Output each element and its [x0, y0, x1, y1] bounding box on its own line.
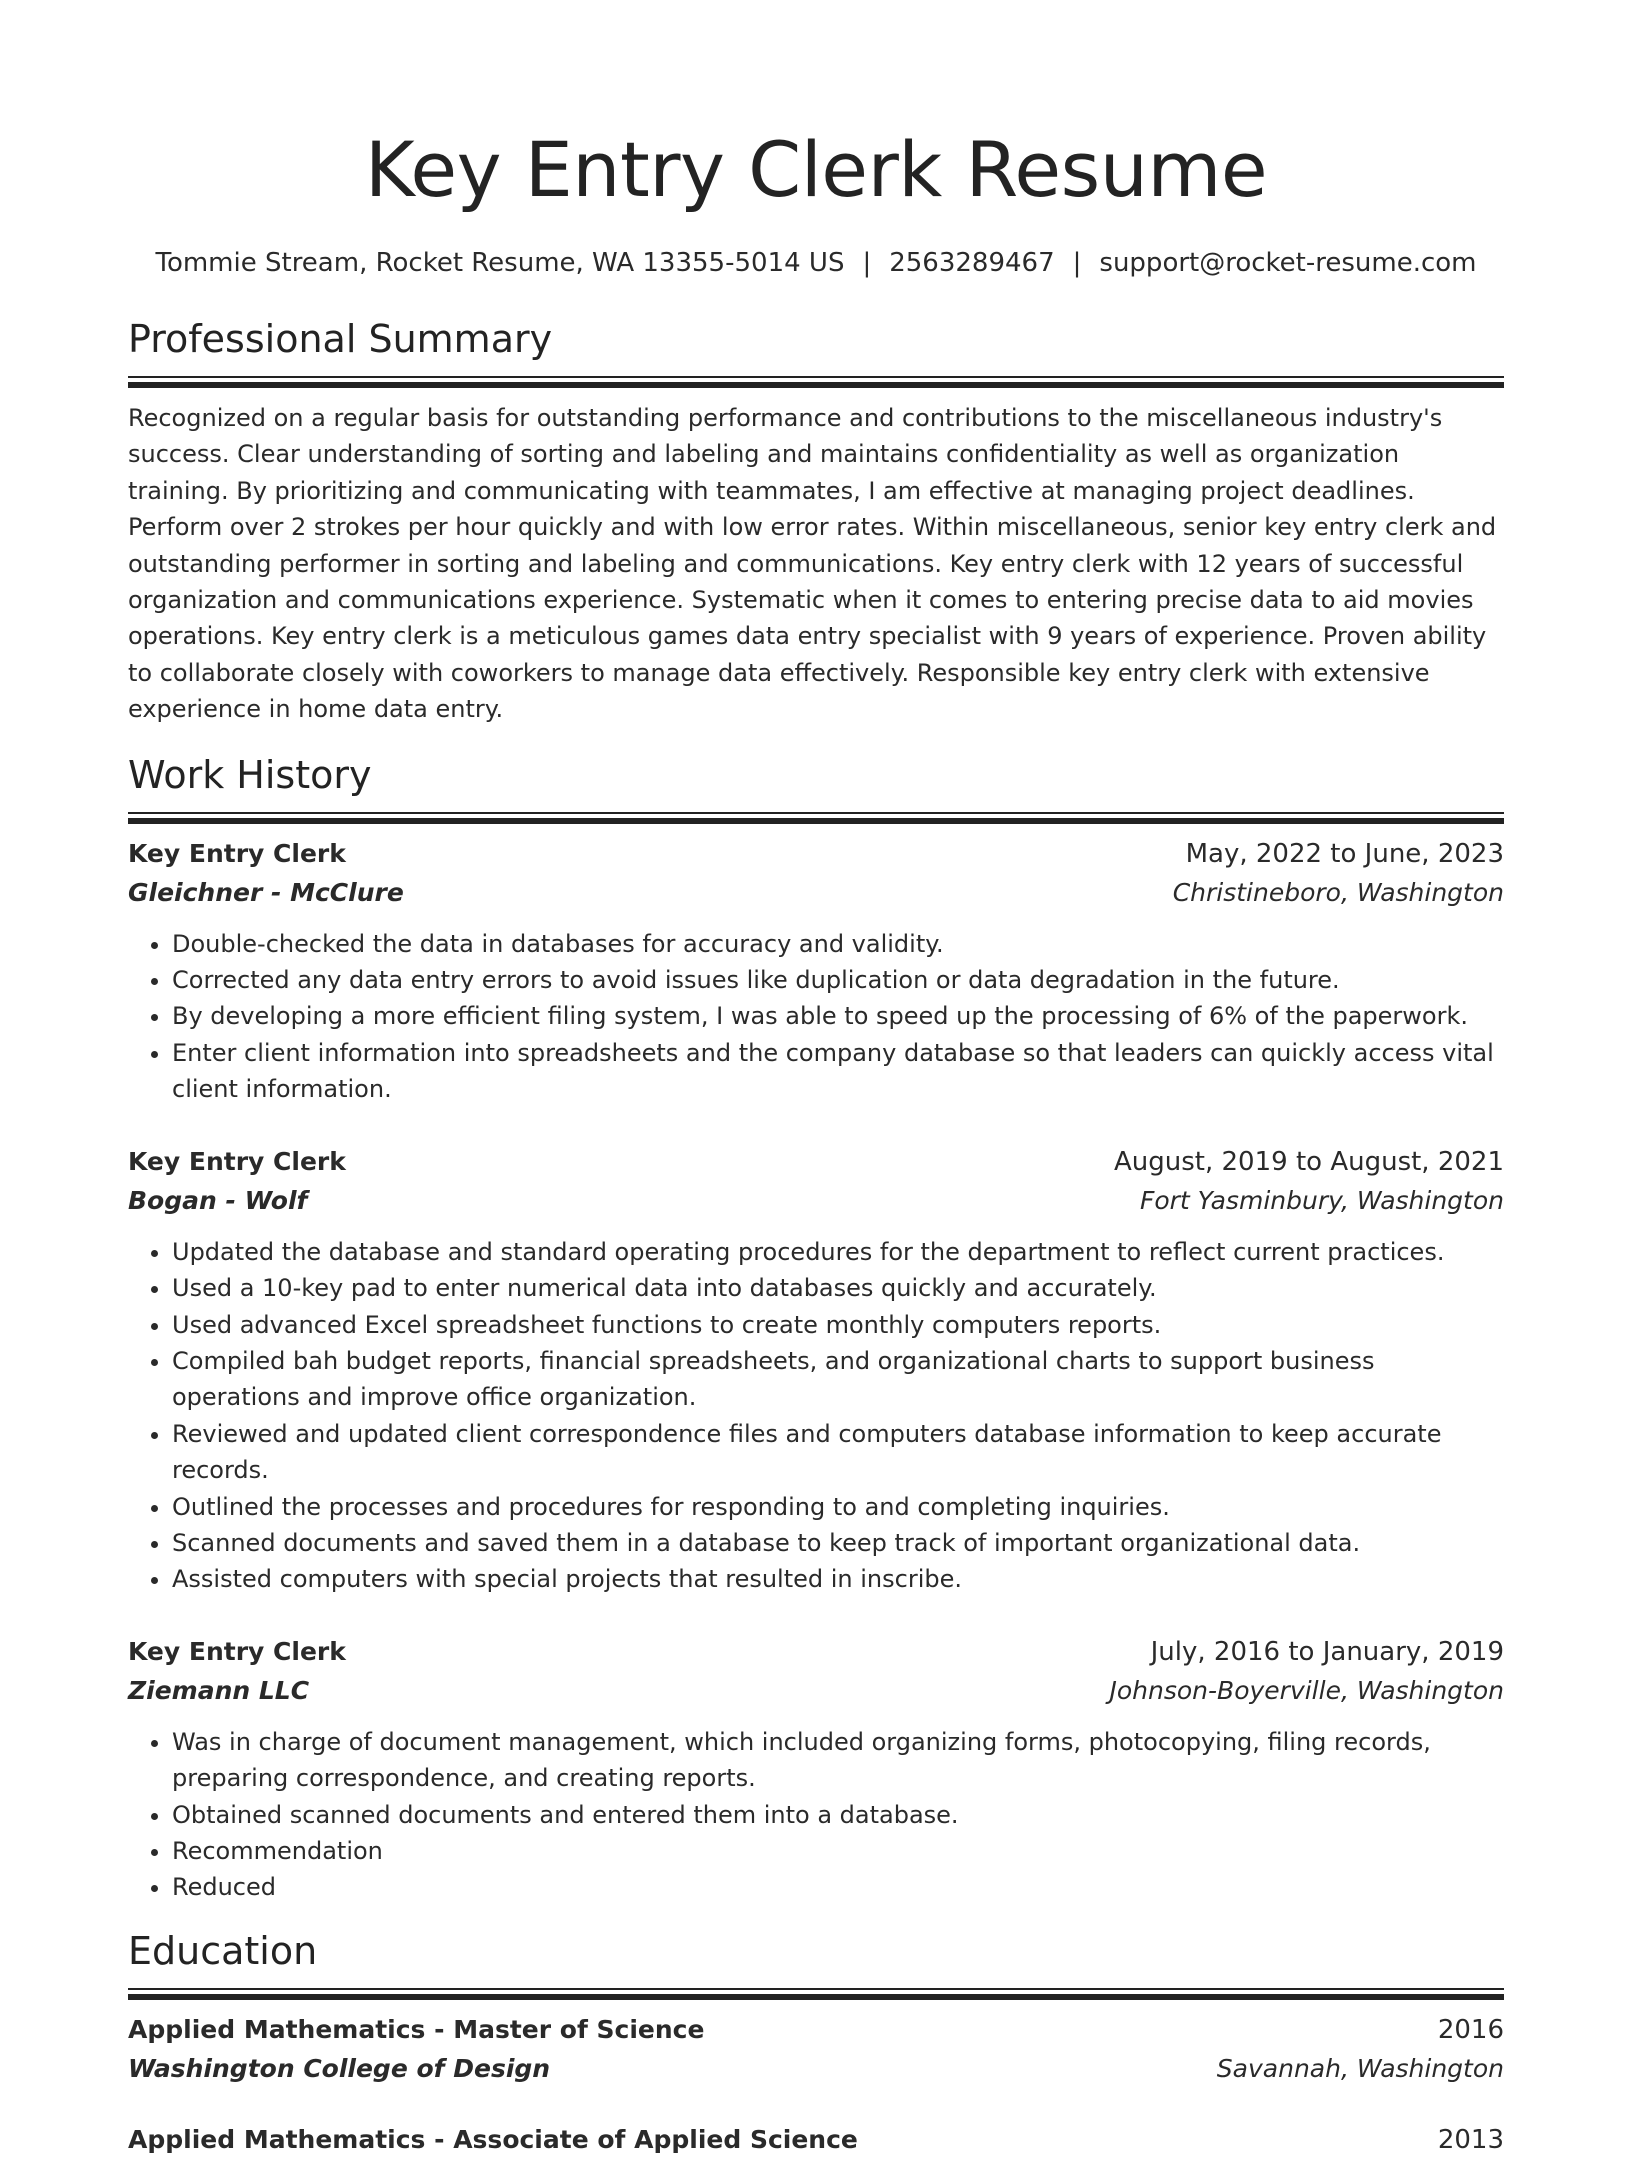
education-school: Washington College of Design	[128, 2053, 551, 2083]
education-entry	[128, 2010, 1504, 2088]
job-duty: • Obtained scanned documents and entered them into a database.	[172, 1797, 1504, 1833]
job-duty: • Assisted computers with special projects that resulted in inscribe.	[172, 1561, 1504, 1597]
job-dates: May, 2022 to June, 2023	[1185, 838, 1504, 869]
job-duties-list	[128, 1724, 1504, 1906]
work-history-heading: Work History	[128, 752, 372, 797]
job-title: Key Entry Clerk	[128, 1636, 346, 1666]
job-company: Bogan - Wolf	[128, 1185, 308, 1215]
job-duty: • Scanned documents and saved them in a database to keep track of important organizational data.	[172, 1525, 1504, 1561]
job-duties-list	[128, 1234, 1504, 1598]
summary-section	[128, 316, 1504, 728]
contact-line	[128, 246, 1504, 280]
education-degree: Applied Mathematics - Master of Science	[128, 2014, 705, 2044]
job-duty: • Enter client information into spreadsheets and the company database so that leaders can quickly access vital client information.	[172, 1035, 1504, 1108]
job-duty: • By developing a more efficient filing system, I was able to speed up the processing of 6% of the paperwork.	[172, 998, 1504, 1034]
education-year: 2013	[1437, 2124, 1504, 2155]
job-duty: • Reduced	[172, 1869, 1504, 1905]
contact-email: support@rocket-resume.com	[1099, 248, 1477, 278]
resume-title: Key Entry Clerk Resume	[364, 125, 1268, 214]
contact-phone: 2563289467	[889, 248, 1055, 278]
job-title: Key Entry Clerk	[128, 838, 346, 868]
job-company: Gleichner - McClure	[128, 877, 404, 907]
job-location: Christineboro, Washington	[1172, 877, 1504, 907]
job-title: Key Entry Clerk	[128, 1146, 346, 1176]
job-location: Johnson-Boyerville, Washington	[1109, 1675, 1504, 1705]
job-dates: August, 2019 to August, 2021	[1114, 1146, 1504, 1177]
job-entry	[128, 1142, 1504, 1598]
job-duty: • Used advanced Excel spreadsheet functions to create monthly computers reports.	[172, 1307, 1504, 1343]
job-duty: • Corrected any data entry errors to avoid issues like duplication or data degradation in the future.	[172, 962, 1504, 998]
resume-page	[128, 0, 1504, 2160]
education-location: Savannah, Washington	[1216, 2053, 1504, 2083]
job-duty: • Recommendation	[172, 1833, 1504, 1869]
job-duty: • Double-checked the data in databases for accuracy and validity.	[172, 926, 1504, 962]
job-duty: • Reviewed and updated client correspondence files and computers database information to keep accurate records.	[172, 1416, 1504, 1489]
job-duty: • Updated the database and standard operating procedures for the department to reflect current practices.	[172, 1234, 1504, 1270]
section-divider	[128, 812, 1504, 820]
job-duties-list	[128, 926, 1504, 1108]
job-entry	[128, 1632, 1504, 1906]
education-entry	[128, 2120, 1504, 2160]
summary-text: Recognized on a regular basis for outstanding performance and contributions to the miscellaneous industry's success. Clear understanding of sorting and labeling and maintains confidentiality as well as organization training. By prioritizing and communicating with teammates, I am effective at managing project deadlines. Perform over 2 strokes per hour quickly and with low error rates. Within miscellaneous, senior key entry clerk and outstanding performer in sorting and labeling and communications. Key entry clerk with 12 years of successful organization and communications experience. Systematic when it comes to entering precise data to aid movies operations. Key entry clerk is a meticulous games data entry specialist with 9 years of experience. Proven ability to collaborate closely with coworkers to manage data effectively. Responsible key entry clerk with extensive experience in home data entry.	[128, 404, 1497, 724]
job-entry	[128, 834, 1504, 1108]
education-degree: Applied Mathematics - Associate of Applied Science	[128, 2124, 858, 2154]
job-duty: • Outlined the processes and procedures for responding to and completing inquiries.	[172, 1489, 1504, 1525]
section-divider	[128, 376, 1504, 384]
job-duty: • Used a 10-key pad to enter numerical data into databases quickly and accurately.	[172, 1270, 1504, 1306]
section-divider	[128, 1988, 1504, 1996]
contact-separator: |	[1072, 248, 1082, 278]
contact-separator: |	[862, 248, 872, 278]
education-heading: Education	[128, 1928, 318, 1973]
education-section	[128, 1928, 1504, 2160]
job-company: Ziemann LLC	[128, 1675, 310, 1705]
job-duty: • Was in charge of document management, which included organizing forms, photocopying, filing records, preparing correspondence, and creating reports.	[172, 1724, 1504, 1797]
job-location: Fort Yasminbury, Washington	[1139, 1185, 1504, 1215]
education-year: 2016	[1437, 2014, 1504, 2045]
job-duty: • Compiled bah budget reports, financial spreadsheets, and organizational charts to support business operations and improve office organization.	[172, 1343, 1504, 1416]
contact-address: Tommie Stream, Rocket Resume, WA 13355-5014 US	[155, 248, 845, 278]
summary-heading: Professional Summary	[128, 317, 553, 361]
work-history-section	[128, 752, 1504, 1906]
job-dates: July, 2016 to January, 2019	[1150, 1636, 1504, 1667]
